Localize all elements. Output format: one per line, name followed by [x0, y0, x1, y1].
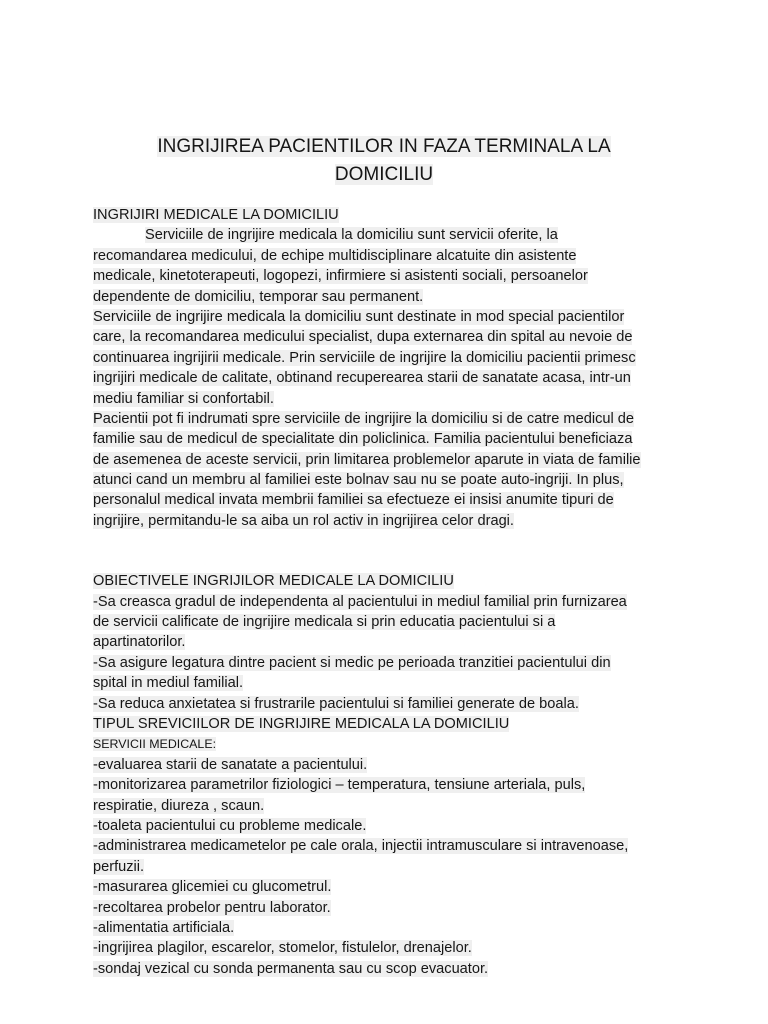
list-item: de servicii calificate de ingrijire medicala si prin educatia pacientului si a [93, 614, 556, 631]
paragraph-line: ingrijire, permitandu-le sa aiba un rol activ in ingrijirea celor dragi. [93, 512, 514, 529]
title-line: DOMICILIU [334, 164, 434, 185]
paragraph-line: dependente de domiciliu, temporar sau permanent. [93, 288, 424, 305]
paragraph-line: personalul medical invata membrii familiei sa efectueze ei insisi anumite tipuri de [93, 492, 614, 509]
title-line: INGRIJIREA PACIENTILOR IN FAZA TERMINALA LA [157, 136, 611, 157]
document-body [93, 205, 693, 979]
subsection-heading: SERVICII MEDICALE: [93, 737, 217, 752]
section-heading: INGRIJIRI MEDICALE LA DOMICILIU [93, 207, 339, 223]
list-item: -evaluarea starii de sanatate a pacientului. [93, 756, 368, 773]
list-item: -masurarea glicemiei cu glucometrul. [93, 879, 332, 896]
list-item: -Sa asigure legatura dintre pacient si medic pe perioada tranzitiei pacientului din [93, 654, 611, 671]
paragraph-line: care, la recomandarea medicului specialist, dupa externarea din spital au nevoie de [93, 329, 633, 346]
paragraph-line: ingrijiri medicale de calitate, obtinand recuperearea starii de sanatate acasa, intr-un [93, 370, 631, 387]
paragraph-line: familie sau de medicul de specialitate din policlinica. Familia pacientului beneficiaza [93, 431, 633, 448]
paragraph-line: continuarea ingrijirii medicale. Prin serviciile de ingrijire la domiciliu pacientii primesc [93, 349, 636, 366]
list-item: -ingrijirea plagilor, escarelor, stomelor, fistulelor, drenajelor. [93, 940, 472, 957]
list-item: -sondaj vezical cu sonda permanenta sau cu scop evacuator. [93, 960, 489, 977]
list-item: -toaleta pacientului cu probleme medicale. [93, 817, 367, 834]
paragraph-line: Serviciile de ingrijire medicala la domiciliu sunt servicii oferite, la [145, 227, 558, 244]
paragraph-line: Serviciile de ingrijire medicala la domiciliu sunt destinate in mod special pacientilor [93, 308, 625, 325]
list-item: perfuzii. [93, 858, 145, 875]
section-heading: TIPUL SREVICIILOR DE INGRIJIRE MEDICALA LA DOMICILIU [93, 715, 510, 732]
list-item: -alimentatia artificiala. [93, 919, 235, 936]
list-item: -administrarea medicametelor pe cale orala, injectii intramusculare si intravenoase, [93, 838, 629, 855]
paragraph-line: atunci cand un membru al familiei este bolnav sau nu se poate auto-ingriji. In plus, [93, 472, 624, 489]
paragraph-line: recomandarea medicului, de echipe multidisciplinare alcatuite din asistente [93, 247, 577, 264]
list-item: apartinatorilor. [93, 634, 186, 651]
list-item: respiratie, diureza , scaun. [93, 797, 265, 814]
list-item: -Sa creasca gradul de independenta al pacientului in mediul familial prin furnizarea [93, 593, 627, 610]
paragraph-line: medicale, kinetoterapeuti, logopezi, infirmiere si asistenti sociali, persoanelor [93, 268, 588, 285]
paragraph-line: de asemenea de aceste servicii, prin limitarea problemelor aparute in viata de familie [93, 451, 641, 468]
paragraph-line: Pacientii pot fi indrumati spre serviciile de ingrijire la domiciliu si de catre medicul de [93, 410, 635, 427]
document-title [100, 133, 668, 189]
list-item: spital in mediul familial. [93, 675, 244, 692]
section-heading: OBIECTIVELE INGRIJILOR MEDICALE LA DOMICILIU [93, 573, 454, 590]
list-item: -recoltarea probelor pentru laborator. [93, 899, 331, 916]
paragraph-line: mediu familiar si confortabil. [93, 390, 274, 407]
list-item: -Sa reduca anxietatea si frustrarile pacientului si familiei generate de boala. [93, 695, 579, 712]
list-item: -monitorizarea parametrilor fiziologici – temperatura, tensiune arteriala, puls, [93, 777, 586, 794]
section-gap [93, 531, 693, 571]
